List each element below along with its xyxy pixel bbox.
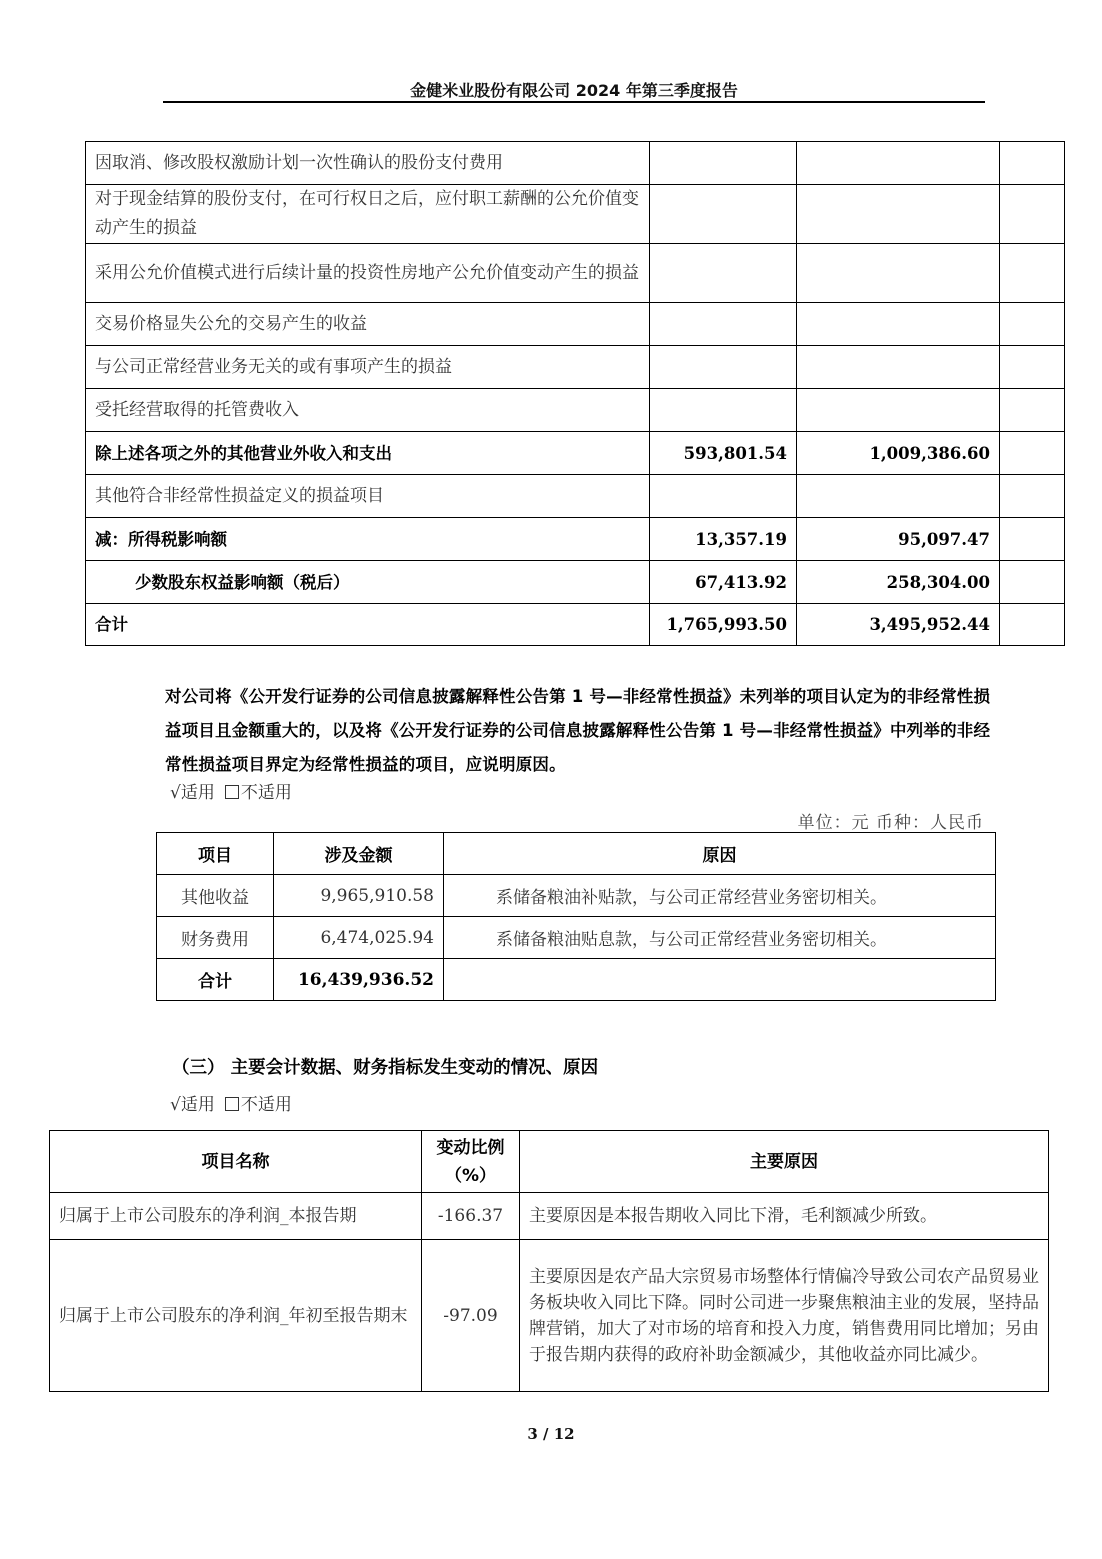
row-item: 对于现金结算的股份支付，在可行权日之后，应付职工薪酬的公允价值变动产生的损益 bbox=[86, 185, 650, 244]
row-item-name: 归属于上市公司股东的净利润_年初至报告期末 bbox=[50, 1240, 422, 1392]
not-applicable-label: 不适用 bbox=[240, 783, 292, 803]
page-number: 3 / 12 bbox=[527, 1425, 575, 1443]
row-note-amount bbox=[1000, 244, 1065, 303]
row-main-reason: 主要原因是本报告期收入同比下滑，毛利额减少所致。 bbox=[520, 1193, 1049, 1240]
row-item: 除上述各项之外的其他营业外收入和支出 bbox=[86, 432, 650, 475]
total-amount: 16,439,936.52 bbox=[274, 959, 444, 1001]
row-current-amount: 13,357.19 bbox=[650, 518, 797, 561]
total-row bbox=[157, 959, 996, 1001]
row-item: 减：所得税影响额 bbox=[86, 518, 650, 561]
row-current-amount bbox=[650, 244, 797, 303]
row-current-amount bbox=[650, 185, 797, 244]
explanation-paragraph: 对公司将《公开发行证券的公司信息披露解释性公告第 1 号—非经常性损益》未列举的项目认定为的非经常性损益项目且金额重大的，以及将《公开发行证券的公司信息披露解释性公告第 1 号—非经常性损益》中列举的非经常性损益项目界定为经常性损益的项目，应说明原因。 bbox=[165, 687, 991, 774]
row-amount: 9,965,910.58 bbox=[274, 875, 444, 917]
row-main-reason: 主要原因是农产品大宗贸易市场整体行情偏冷导致公司农产品贸易业务板块收入同比下降。同时公司进一步聚焦粮油主业的发展，坚持品牌营销，加大了对市场的培育和投入力度，销售费用同比增加；另由于报告期内获得的政府补助金额减少，其他收益亦同比减少。 bbox=[520, 1240, 1049, 1392]
report-header-title: 金健米业股份有限公司 2024 年第三季度报告 bbox=[410, 81, 738, 100]
table-row bbox=[86, 518, 1065, 561]
empty-checkbox-icon bbox=[225, 785, 239, 799]
row-item: 交易价格显失公允的交易产生的收益 bbox=[86, 303, 650, 346]
row-ytd-amount bbox=[797, 389, 1000, 432]
row-item: 因取消、修改股权激励计划一次性确认的股份支付费用 bbox=[86, 142, 650, 185]
header-change-ratio-text: 变动比例（%） bbox=[436, 1137, 505, 1186]
header-change-ratio bbox=[422, 1131, 520, 1193]
row-current-amount: 1,765,993.50 bbox=[650, 604, 797, 646]
row-note-amount bbox=[1000, 303, 1065, 346]
applicable-label: 适用 bbox=[180, 783, 215, 803]
table-row bbox=[86, 142, 1065, 185]
row-current-amount bbox=[650, 303, 797, 346]
row-ytd-amount: 95,097.47 bbox=[797, 518, 1000, 561]
section-heading: （三） 主要会计数据、财务指标发生变动的情况、原因 bbox=[172, 1058, 599, 1078]
row-item: 其他收益 bbox=[157, 875, 274, 917]
row-note-amount bbox=[1000, 475, 1065, 518]
table-header-row bbox=[50, 1131, 1049, 1193]
row-ytd-amount: 1,009,386.60 bbox=[797, 432, 1000, 475]
row-item: 受托经营取得的托管费收入 bbox=[86, 389, 650, 432]
applicable-options-2 bbox=[170, 1090, 292, 1115]
row-note-amount bbox=[1000, 346, 1065, 389]
table-row bbox=[86, 244, 1065, 303]
row-change-ratio: -97.09 bbox=[422, 1240, 520, 1392]
table-header-row bbox=[157, 833, 996, 875]
row-current-amount bbox=[650, 475, 797, 518]
table-row bbox=[86, 185, 1065, 244]
row-item-name: 归属于上市公司股东的净利润_本报告期 bbox=[50, 1193, 422, 1240]
table-row bbox=[157, 875, 996, 917]
row-item: 财务费用 bbox=[157, 917, 274, 959]
row-ytd-amount bbox=[797, 142, 1000, 185]
row-ytd-amount bbox=[797, 185, 1000, 244]
row-item: 合计 bbox=[86, 604, 650, 646]
row-item: 其他符合非经常性损益定义的损益项目 bbox=[86, 475, 650, 518]
unit-currency-label: 单位：元 币种：人民币 bbox=[797, 813, 984, 833]
row-ytd-amount bbox=[797, 244, 1000, 303]
row-ytd-amount bbox=[797, 475, 1000, 518]
row-item: 与公司正常经营业务无关的或有事项产生的损益 bbox=[86, 346, 650, 389]
header-item: 项目 bbox=[157, 833, 274, 875]
table-row bbox=[86, 432, 1065, 475]
table-row bbox=[50, 1240, 1049, 1392]
header-reason: 原因 bbox=[444, 833, 996, 875]
applicable-label: 适用 bbox=[180, 1095, 215, 1115]
table-row bbox=[86, 604, 1065, 646]
header-item-name: 项目名称 bbox=[50, 1131, 422, 1193]
reclassification-table bbox=[156, 832, 996, 1001]
total-reason bbox=[444, 959, 996, 1001]
row-current-amount bbox=[650, 142, 797, 185]
row-current-amount bbox=[650, 389, 797, 432]
table-row bbox=[86, 303, 1065, 346]
row-ytd-amount: 3,495,952.44 bbox=[797, 604, 1000, 646]
row-reason: 系储备粮油补贴款，与公司正常经营业务密切相关。 bbox=[444, 875, 996, 917]
table-row bbox=[86, 389, 1065, 432]
row-note-amount bbox=[1000, 561, 1065, 604]
table-row bbox=[157, 917, 996, 959]
table-row bbox=[86, 561, 1065, 604]
row-note-amount bbox=[1000, 389, 1065, 432]
table-row bbox=[86, 346, 1065, 389]
applicable-options-1 bbox=[170, 778, 292, 803]
header-amount: 涉及金额 bbox=[274, 833, 444, 875]
not-applicable-label: 不适用 bbox=[240, 1095, 292, 1115]
row-note-amount bbox=[1000, 142, 1065, 185]
header-divider bbox=[163, 101, 985, 103]
row-ytd-amount bbox=[797, 346, 1000, 389]
row-ytd-amount bbox=[797, 303, 1000, 346]
financial-change-table bbox=[49, 1130, 1049, 1392]
check-mark-icon: √ bbox=[170, 783, 181, 803]
row-item: 少数股东权益影响额（税后） bbox=[86, 561, 650, 604]
row-current-amount: 593,801.54 bbox=[650, 432, 797, 475]
table-row bbox=[86, 475, 1065, 518]
row-note-amount bbox=[1000, 432, 1065, 475]
row-ytd-amount: 258,304.00 bbox=[797, 561, 1000, 604]
row-current-amount bbox=[650, 346, 797, 389]
table-row bbox=[50, 1193, 1049, 1240]
row-note-amount bbox=[1000, 185, 1065, 244]
row-reason: 系储备粮油贴息款，与公司正常经营业务密切相关。 bbox=[444, 917, 996, 959]
nonrecurring-items-table bbox=[85, 141, 1065, 646]
empty-checkbox-icon bbox=[225, 1097, 239, 1111]
total-label: 合计 bbox=[157, 959, 274, 1001]
row-item: 采用公允价值模式进行后续计量的投资性房地产公允价值变动产生的损益 bbox=[86, 244, 650, 303]
row-amount: 6,474,025.94 bbox=[274, 917, 444, 959]
row-note-amount bbox=[1000, 604, 1065, 646]
header-main-reason: 主要原因 bbox=[520, 1131, 1049, 1193]
check-mark-icon: √ bbox=[170, 1095, 181, 1115]
row-current-amount: 67,413.92 bbox=[650, 561, 797, 604]
row-note-amount bbox=[1000, 518, 1065, 561]
row-change-ratio: -166.37 bbox=[422, 1193, 520, 1240]
